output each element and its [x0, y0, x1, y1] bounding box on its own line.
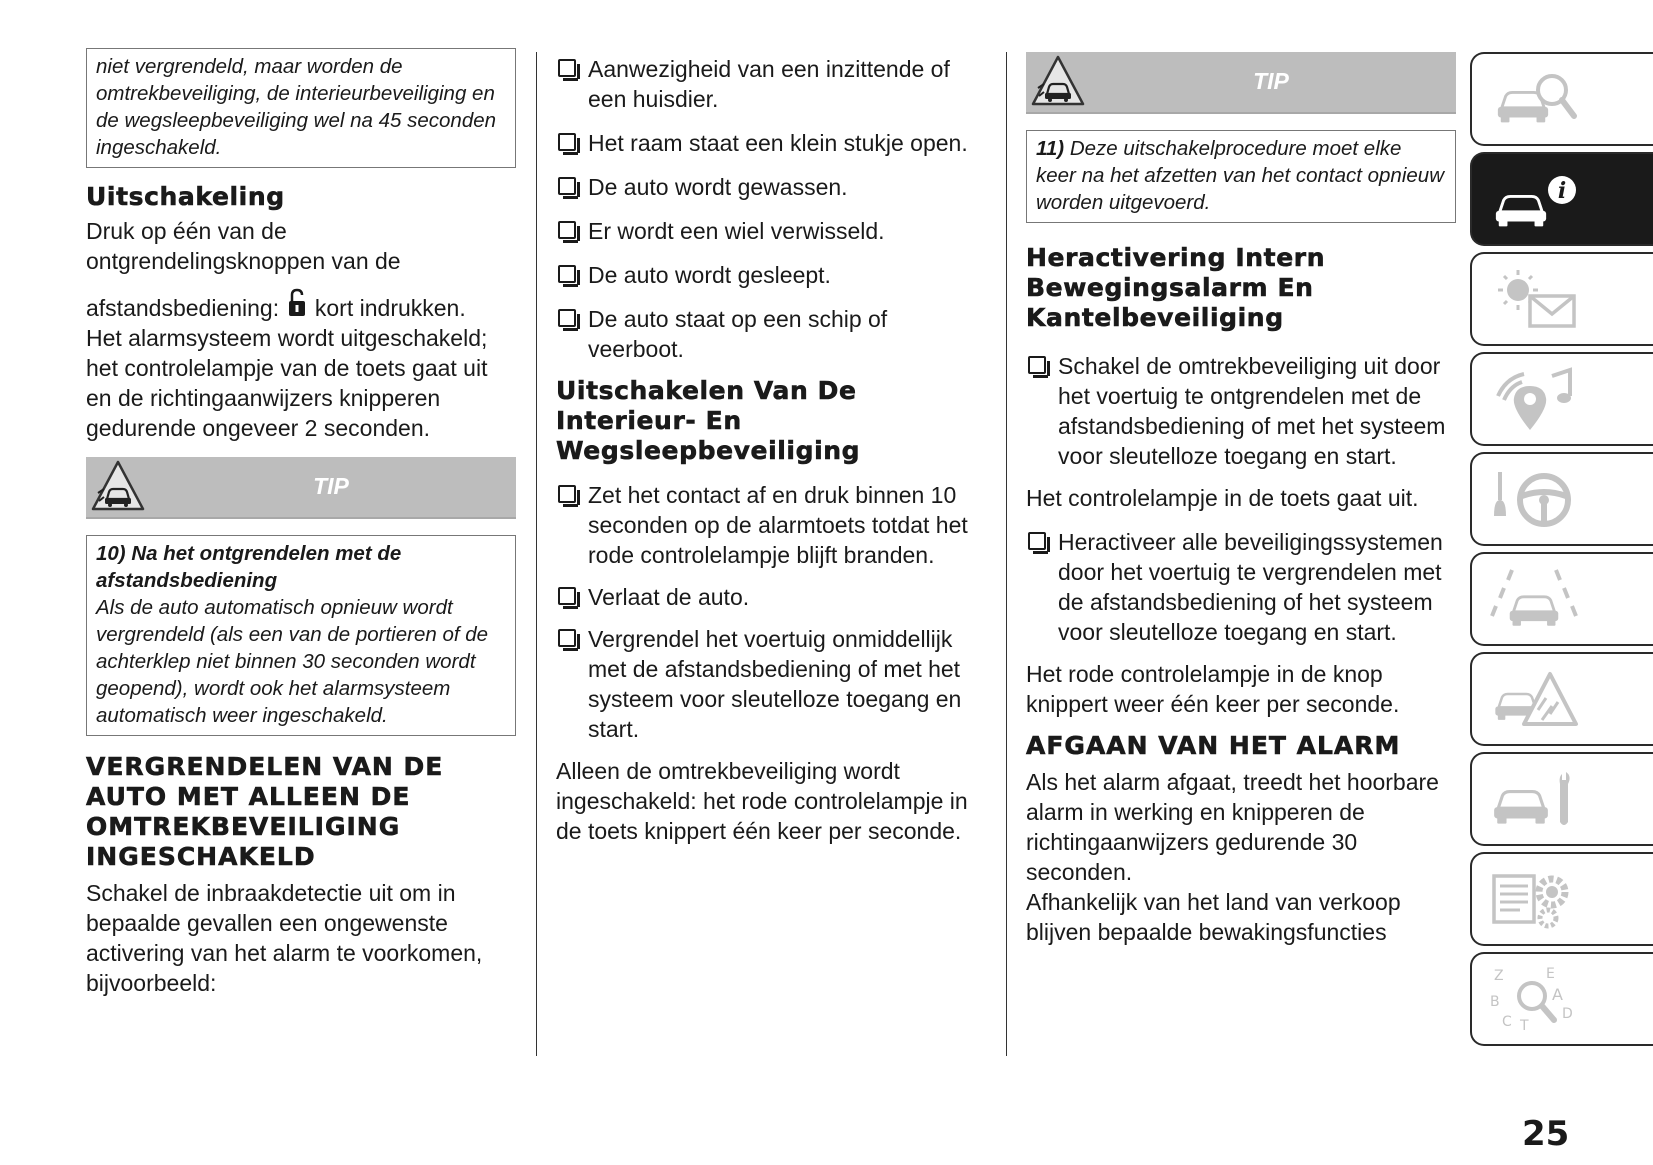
checkbox-bullet-icon: [558, 59, 576, 77]
checkbox-bullet-icon: [558, 587, 576, 605]
car-search-icon: [1490, 66, 1580, 132]
tab-warning-lights[interactable]: [1470, 252, 1653, 346]
list-item-text: Schakel de omtrekbeveiliging uit door het voertuig te ontgrendelen met de afstandsbediening of met het systeem voor sleutelloze toegang en start.: [1058, 353, 1446, 469]
paragraph-controlelampje: Het controlelampje in de toets gaat uit.: [1026, 485, 1419, 511]
list-item: [556, 304, 986, 364]
list-item: [556, 216, 986, 246]
lane-assist-icon: [1490, 566, 1580, 632]
tip-label: TIP: [1253, 68, 1289, 94]
list-item: [556, 480, 986, 570]
alphabet-search-icon: [1490, 966, 1580, 1032]
column-1: [86, 48, 516, 998]
spec-sheet-gear-icon: [1490, 866, 1580, 932]
car-wrench-icon: [1490, 766, 1580, 832]
checkbox-bullet-icon: [558, 265, 576, 283]
note-number: 11): [1036, 137, 1065, 160]
paragraph-omtrekbeveiliging: Alleen de omtrekbeveiliging wordt ingeschakeld: het rode controlelampje in de toets knippert één keer per seconde.: [556, 758, 968, 844]
tab-car-info[interactable]: [1470, 152, 1653, 246]
list-item: [556, 54, 986, 114]
list-item-text: Heractiveer alle beveiligingssystemen door het voertuig te vergrendelen met de afstandsbediening of het systeem voor sleutelloze toegang en start.: [1058, 529, 1443, 645]
checkbox-bullet-icon: [558, 133, 576, 151]
note-text: niet vergrendeld, maar worden de omtrekbeveiliging, de interieurbeveiliging en de wegsleepbeveiliging wel na 45 seconden ingeschakeld.: [96, 55, 497, 159]
car-info-icon: [1490, 166, 1580, 232]
tab-multimedia[interactable]: [1470, 352, 1653, 446]
paragraph-afhankelijk: Afhankelijk van het land van verkoop blijven bepaalde bewakingsfuncties: [1026, 889, 1401, 945]
warning-car-icon: [90, 459, 146, 515]
paragraph-alarm: Als het alarm afgaat, treedt het hoorbare alarm in werking en knipperen de richtingaanwijzers gedurende 30 seconden.: [1026, 769, 1439, 885]
note-text: Als de auto automatisch opnieuw wordt vergrendeld (als een van de portieren of de achterklep niet binnen 30 seconden wordt geopend), wordt ook het alarmsysteem automatisch weer ingeschakeld.: [96, 596, 489, 727]
index-letter: A: [1552, 985, 1563, 1004]
checkbox-bullet-icon: [1028, 532, 1046, 550]
column-divider: [536, 52, 537, 1056]
steering-wheel-icon: [1490, 466, 1580, 532]
column-3: [1026, 48, 1456, 947]
text-block: Het alarmsysteem wordt uitgeschakeld; het controlelampje van de toets gaat uit en de richtingaanwijzers knipperen gedurende ongeveer 2 seconden.: [86, 325, 488, 441]
tip-banner: [1026, 52, 1456, 114]
bullet-list-steps: [556, 480, 986, 744]
list-item: [556, 172, 986, 202]
index-letter: D: [1562, 1006, 1573, 1022]
note-10: [86, 535, 516, 736]
text-line: [86, 288, 466, 323]
list-item-text: Er wordt een wiel verwisseld.: [588, 218, 885, 244]
section-heading-uitschakeling: Uitschakeling: [86, 182, 285, 211]
list-item: [1026, 351, 1456, 471]
checkbox-bullet-icon: [558, 177, 576, 195]
note-continued: [86, 48, 516, 168]
note-11: [1026, 130, 1456, 223]
paragraph-uitschakeling: [86, 216, 516, 443]
tab-technical-data[interactable]: [1470, 852, 1653, 946]
checkbox-bullet-icon: [558, 485, 576, 503]
note-text: Deze uitschakelprocedure moet elke keer na het afzetten van het contact opnieuw worden uitgevoerd.: [1036, 137, 1444, 214]
tab-driving-assist[interactable]: [1470, 552, 1653, 646]
page-number: 25: [1522, 1114, 1570, 1154]
section-heading-heractivering: Heractivering Intern Bewegingsalarm En Kantelbeveiliging: [1026, 243, 1326, 332]
tab-maintenance[interactable]: [1470, 752, 1653, 846]
checkbox-bullet-icon: [1028, 356, 1046, 374]
index-letter: C: [1502, 1014, 1512, 1030]
text-line: Druk op één van de: [86, 218, 287, 244]
emergency-triangle-icon: [1490, 666, 1580, 732]
index-letter: Z: [1494, 968, 1504, 984]
text: afstandsbediening:: [86, 295, 280, 321]
list-item: [556, 582, 986, 612]
bullet-list-situations: [556, 54, 986, 364]
tip-banner: [86, 457, 516, 519]
warning-car-icon: [1030, 54, 1086, 110]
tab-index[interactable]: [1470, 952, 1653, 1046]
tab-steering[interactable]: [1470, 452, 1653, 546]
list-item-text: Aanwezigheid van een inzittende of een huisdier.: [588, 56, 950, 112]
unlock-icon: [288, 288, 306, 318]
text: kort indrukken.: [314, 295, 466, 321]
paragraph-inbraakdetectie: Schakel de inbraakdetectie uit om in bepaalde gevallen een ongewenste activering van het alarm te voorkomen, bijvoorbeeld:: [86, 880, 483, 996]
column-2: [556, 48, 986, 846]
paragraph-rode-controlelampje: Het rode controlelampje in de knop knippert weer één keer per seconde.: [1026, 661, 1400, 717]
tab-emergency[interactable]: [1470, 652, 1653, 746]
text-line: ontgrendelingsknoppen van de: [86, 248, 401, 274]
list-item-text: De auto wordt gesleept.: [588, 262, 831, 288]
column-divider: [1006, 52, 1007, 1056]
index-letter: T: [1520, 1018, 1529, 1032]
list-item-text: Verlaat de auto.: [588, 584, 750, 610]
index-letter: E: [1546, 966, 1555, 982]
checkbox-bullet-icon: [558, 221, 576, 239]
list-item-text: De auto staat op een schip of veerboot.: [588, 306, 888, 362]
section-heading-uitschakelen-interieur: Uitschakelen Van De Interieur- En Wegsleepbeveiliging: [556, 376, 861, 465]
list-item-text: Het raam staat een klein stukje open.: [588, 130, 968, 156]
list-item: [556, 624, 986, 744]
tip-label: TIP: [313, 473, 349, 499]
section-heading-vergrendelen: VERGRENDELEN VAN DE AUTO MET ALLEEN DE OMTREKBEVEILIGING INGESCHAKELD: [86, 752, 444, 871]
svg-text:i: i: [1557, 178, 1567, 204]
warning-lights-icon: [1490, 266, 1580, 332]
checkbox-bullet-icon: [558, 309, 576, 327]
checkbox-bullet-icon: [558, 629, 576, 647]
list-item-text: Vergrendel het voertuig onmiddellijk met de afstandsbediening of met het systeem voor sleutelloze toegang en start.: [588, 626, 962, 742]
list-item: [556, 128, 986, 158]
list-item: [556, 260, 986, 290]
multimedia-icon: [1490, 366, 1580, 432]
list-item: [1026, 527, 1456, 647]
section-heading-afgaan: AFGAAN VAN HET ALARM: [1026, 731, 1401, 760]
note-title: 10) Na het ontgrendelen met de afstandsbediening: [96, 542, 402, 592]
list-item-text: Zet het contact af en druk binnen 10 seconden op de alarmtoets totdat het rode controlelampje blijft branden.: [588, 482, 968, 568]
tab-car-search[interactable]: [1470, 52, 1653, 146]
list-item-text: De auto wordt gewassen.: [588, 174, 848, 200]
index-letter: B: [1490, 994, 1500, 1010]
